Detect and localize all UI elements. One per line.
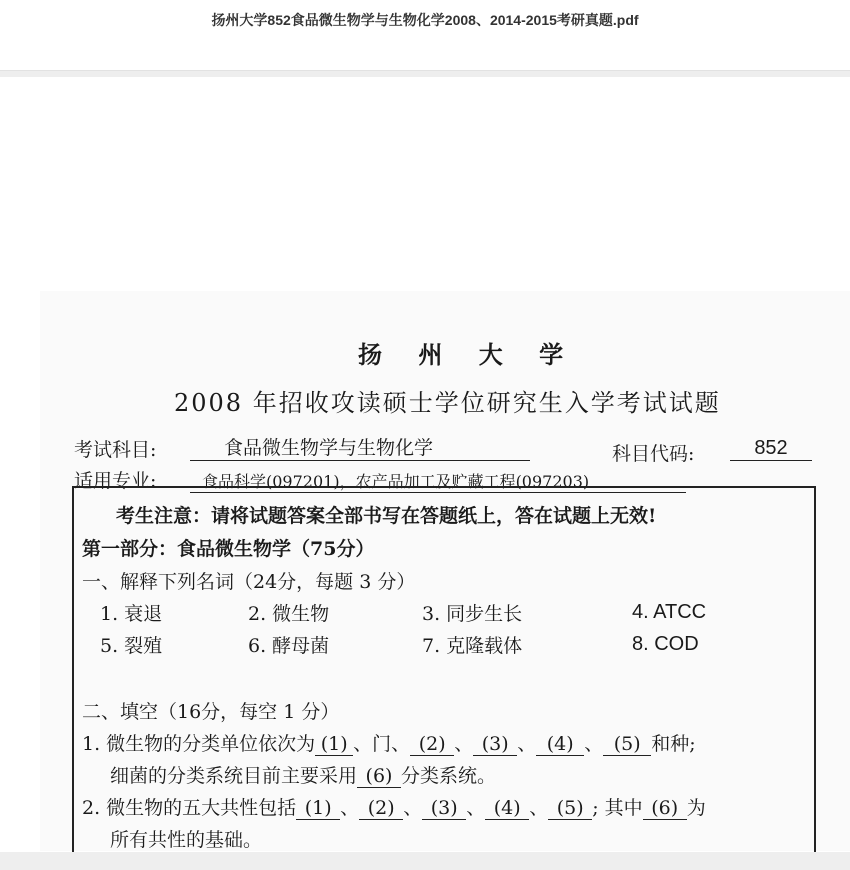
answer-blank: (4) — [485, 797, 529, 820]
answer-blank: (5) — [603, 733, 651, 756]
term-item: 8. COD — [632, 633, 699, 655]
answer-blank: (4) — [536, 733, 584, 756]
subject-value: 食品微生物学与生物化学 — [190, 433, 530, 461]
answer-blank: (3) — [422, 797, 466, 820]
viewer-footer — [0, 852, 850, 870]
answer-blank: (6) — [643, 797, 687, 820]
separator: 、 — [340, 797, 360, 819]
term-item: 6. 酵母菌 — [248, 635, 330, 657]
term-item: 5. 裂殖 — [100, 635, 163, 657]
major-value: 食品科学(097201)，农产品加工及贮藏工程(097203) — [190, 469, 686, 493]
question-1-line-2 — [110, 761, 496, 788]
code-value: 852 — [730, 437, 812, 461]
code-label: 科目代码: — [612, 443, 695, 465]
question-text: 和种; — [651, 733, 696, 755]
separator: 、 — [454, 733, 474, 755]
section2-heading: 二、填空（16分，每空 1 分） — [82, 701, 340, 723]
answer-blank: (2) — [410, 733, 454, 756]
term-item: 3. 同步生长 — [422, 603, 523, 625]
answer-blank: (6) — [357, 765, 401, 788]
term-item: 1. 衰退 — [100, 603, 163, 625]
question-text: 为 — [686, 797, 706, 819]
answer-blank: (2) — [359, 797, 403, 820]
document-title: 扬州大学852食品微生物学与生物化学2008、2014-2015考研真题.pdf — [211, 12, 639, 28]
header-divider — [0, 70, 850, 77]
section1-heading: 一、解释下列名词（24分，每题 3 分） — [82, 571, 416, 593]
question-2-line-1 — [82, 793, 706, 820]
question-text: 分类系统。 — [401, 765, 497, 787]
subject-label: 考试科目: — [74, 439, 157, 461]
term-item: 7. 克隆载体 — [422, 635, 523, 657]
document-viewer[interactable] — [0, 77, 850, 852]
question-text: 、门、 — [353, 733, 411, 755]
question-text: 细菌的分类系统目前主要采用 — [110, 765, 358, 787]
separator: 、 — [529, 797, 549, 819]
question-2-line-2: 所有共性的基础。 — [110, 829, 263, 851]
exam-title: 2008 年招收攻读硕士学位研究生入学考试试题 — [174, 389, 721, 417]
answer-blank: (1) — [315, 733, 353, 756]
answer-blank: (5) — [548, 797, 592, 820]
question-text: 2. 微生物的五大共性包括 — [82, 797, 297, 819]
part1-heading: 第一部分：食品微生物学（75分） — [82, 538, 375, 560]
exam-page — [40, 291, 850, 851]
question-1-line-1 — [82, 729, 696, 756]
university-name: 扬 州 大 学 — [358, 340, 578, 369]
answer-blank: (3) — [473, 733, 517, 756]
viewer-header — [0, 0, 850, 70]
answer-blank: (1) — [296, 797, 340, 820]
question-text: 1. 微生物的分类单位依次为 — [82, 733, 316, 755]
term-item: 4. ATCC — [632, 601, 707, 623]
separator: 、 — [517, 733, 537, 755]
term-item: 2. 微生物 — [248, 603, 330, 625]
question-text: ; 其中 — [592, 797, 643, 819]
notice-text: 考生注意：请将试题答案全部书写在答题纸上，答在试题上无效! — [116, 505, 657, 527]
separator: 、 — [584, 733, 604, 755]
separator: 、 — [403, 797, 423, 819]
separator: 、 — [466, 797, 486, 819]
major-label: 适用专业: — [74, 470, 157, 492]
